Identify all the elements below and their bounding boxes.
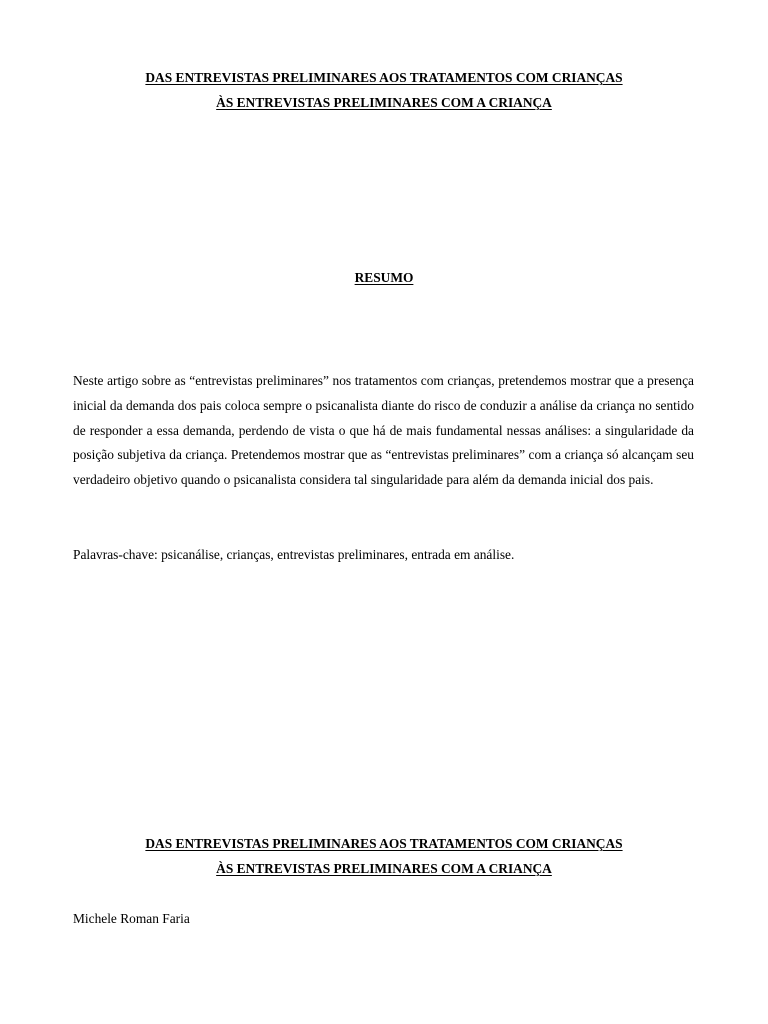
keywords-line: Palavras-chave: psicanálise, crianças, entrevistas preliminares, entrada em análise.: [73, 547, 515, 562]
abstract-heading: RESUMO: [354, 270, 414, 285]
article-title-repeat-line-2: ÀS ENTREVISTAS PRELIMINARES COM A CRIANÇA: [216, 861, 552, 876]
abstract-paragraph: Neste artigo sobre as “entrevistas preliminares” nos tratamentos com crianças, pretendemos mostrar que a presença inicial da demanda dos pais coloca sempre o psicanalista diante do risco de conduzir a análise da criança no sentido de responder a essa demanda, perdendo de vista o que há de mais fundamental nessas análises: a singularidade da posição subjetiva da criança. Pretendemos mostrar que as “entrevistas preliminares” com a criança só alcançam seu verdadeiro objetivo quando o psicanalista considera tal singularidade para além da demanda inicial dos pais.: [73, 373, 694, 488]
article-title-repeat-line-1: DAS ENTREVISTAS PRELIMINARES AOS TRATAMENTOS COM CRIANÇAS: [145, 836, 623, 851]
article-title-line-1: DAS ENTREVISTAS PRELIMINARES AOS TRATAMENTOS COM CRIANÇAS: [145, 70, 623, 85]
author-name: Michele Roman Faria: [73, 911, 190, 926]
article-title-line-2: ÀS ENTREVISTAS PRELIMINARES COM A CRIANÇA: [216, 95, 552, 110]
